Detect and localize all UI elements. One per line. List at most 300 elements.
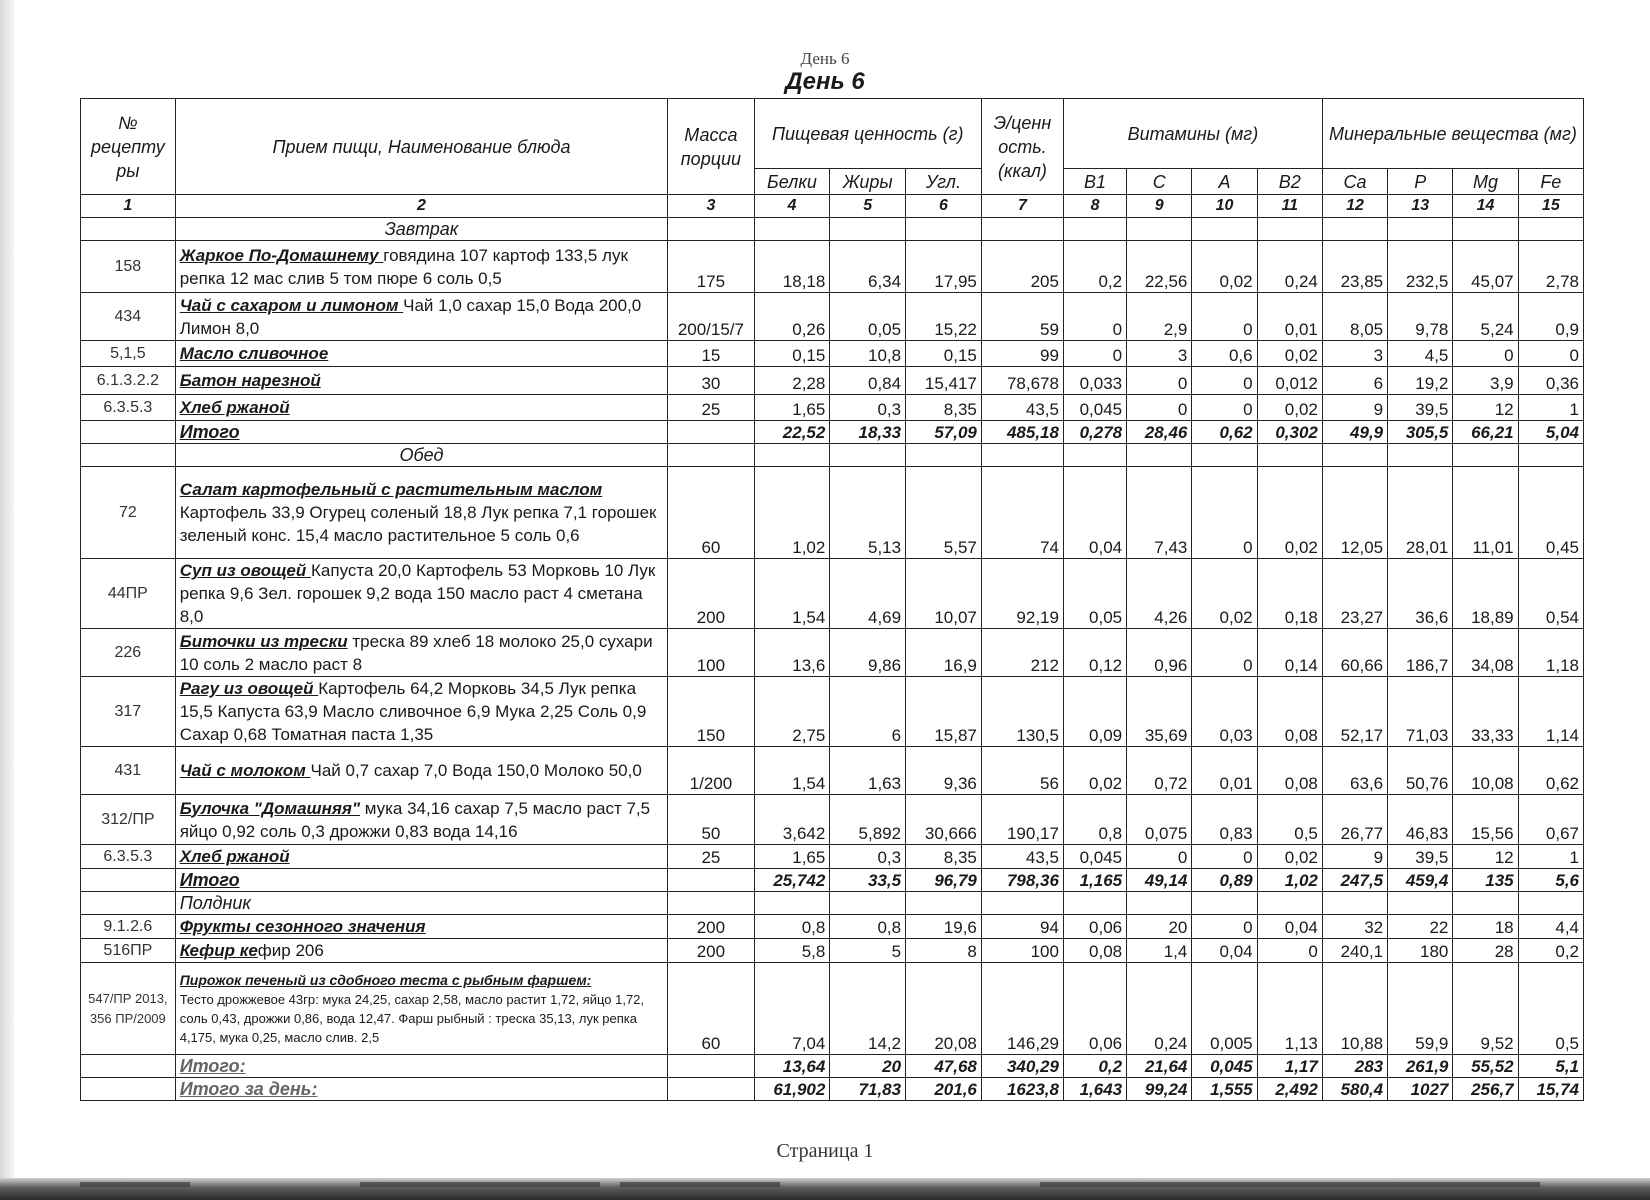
dish-cell bbox=[175, 293, 668, 341]
dish-ingredients: Чай 0,7 сахар 7,0 Вода 150,0 Молоко 50,0 bbox=[310, 761, 642, 780]
value-ca: 12,05 bbox=[1322, 467, 1387, 559]
value-mg: 34,08 bbox=[1453, 629, 1518, 677]
value-mg: 11,01 bbox=[1453, 467, 1518, 559]
value-b1: 0,09 bbox=[1063, 677, 1126, 747]
total-label: Итого: bbox=[175, 1055, 668, 1078]
value-a: 0,02 bbox=[1192, 559, 1257, 629]
value-ca: 240,1 bbox=[1322, 939, 1387, 963]
value-fats: 5 bbox=[830, 939, 906, 963]
table-row bbox=[81, 559, 1584, 629]
dish-ingredients: Картофель 33,9 Огурец соленый 18,8 Лук репка 7,1 горошек зеленый конс. 15,4 масло растительное 5 соль 0,6 bbox=[179, 503, 657, 545]
page-header-title: День 6 bbox=[785, 68, 865, 95]
value-fe: 0,62 bbox=[1518, 747, 1583, 795]
value-b2: 0,012 bbox=[1257, 367, 1322, 395]
value-energy: 94 bbox=[981, 915, 1063, 939]
col-carbs: Угл. bbox=[906, 169, 982, 195]
dish-name: Биточки из трески bbox=[179, 631, 348, 651]
value-fats: 4,69 bbox=[830, 559, 906, 629]
value-p: 50,76 bbox=[1388, 747, 1453, 795]
page-header-small: День 6 bbox=[800, 49, 850, 68]
value-c: 3 bbox=[1127, 341, 1192, 367]
col-a: A bbox=[1192, 169, 1257, 195]
value-proteins: 18,18 bbox=[754, 241, 830, 293]
table-row bbox=[81, 915, 1584, 939]
total-ca: 49,9 bbox=[1322, 421, 1387, 444]
value-ca: 6 bbox=[1322, 367, 1387, 395]
col-number: 2 bbox=[175, 195, 668, 218]
value-a: 0,005 bbox=[1192, 963, 1257, 1055]
dish-ingredients: Тесто дрожжевое 43гр: мука 24,25, сахар 2,58, масло растит 1,72, яйцо 1,72, соль 0,43, дрожжи 0,86, вода 12,47. Фарш рыбный : треска 35,13, лук репка 4,175, мука 0,25, масло слив. 2,5 bbox=[179, 991, 645, 1045]
value-mg: 18 bbox=[1453, 915, 1518, 939]
table-row bbox=[81, 963, 1584, 1055]
table-row bbox=[81, 795, 1584, 845]
table-row bbox=[81, 629, 1584, 677]
value-energy: 43,5 bbox=[981, 395, 1063, 421]
total-fats: 18,33 bbox=[830, 421, 906, 444]
value-proteins: 1,54 bbox=[754, 747, 830, 795]
total-b1: 0,278 bbox=[1063, 421, 1126, 444]
recipe-code: 6.3.5.3 bbox=[81, 845, 176, 869]
total-carbs: 201,6 bbox=[906, 1078, 982, 1101]
total-b2: 1,17 bbox=[1257, 1055, 1322, 1078]
total-proteins: 25,742 bbox=[754, 869, 830, 892]
recipe-code: 6.1.3.2.2 bbox=[81, 367, 176, 395]
value-mg: 3,9 bbox=[1453, 367, 1518, 395]
value-fe: 0 bbox=[1518, 341, 1583, 367]
col-number: 7 bbox=[981, 195, 1063, 218]
recipe-code: 226 bbox=[81, 629, 176, 677]
value-energy: 205 bbox=[981, 241, 1063, 293]
total-b2: 2,492 bbox=[1257, 1078, 1322, 1101]
value-p: 46,83 bbox=[1388, 795, 1453, 845]
total-carbs: 57,09 bbox=[906, 421, 982, 444]
total-p: 1027 bbox=[1388, 1078, 1453, 1101]
value-mass: 100 bbox=[668, 629, 754, 677]
col-mass: Масса порции bbox=[668, 99, 754, 195]
col-proteins: Белки bbox=[754, 169, 830, 195]
col-number: 13 bbox=[1388, 195, 1453, 218]
value-mass: 1/200 bbox=[668, 747, 754, 795]
total-fats: 20 bbox=[830, 1055, 906, 1078]
dish-cell bbox=[175, 467, 668, 559]
value-proteins: 1,65 bbox=[754, 845, 830, 869]
value-mass: 25 bbox=[668, 845, 754, 869]
value-c: 4,26 bbox=[1127, 559, 1192, 629]
total-p: 261,9 bbox=[1388, 1055, 1453, 1078]
recipe-code: 431 bbox=[81, 747, 176, 795]
dish-name: Батон нарезной bbox=[179, 371, 321, 390]
total-b2: 0,302 bbox=[1257, 421, 1322, 444]
total-ca: 283 bbox=[1322, 1055, 1387, 1078]
value-b1: 0,04 bbox=[1063, 467, 1126, 559]
total-fats: 71,83 bbox=[830, 1078, 906, 1101]
value-mass: 15 bbox=[668, 341, 754, 367]
total-label: Итого bbox=[175, 869, 668, 892]
value-a: 0 bbox=[1192, 467, 1257, 559]
value-mg: 33,33 bbox=[1453, 677, 1518, 747]
value-p: 9,78 bbox=[1388, 293, 1453, 341]
value-a: 0 bbox=[1192, 845, 1257, 869]
dish-name: Рагу из овощей bbox=[179, 679, 319, 698]
scan-page-edge bbox=[0, 0, 14, 1200]
table-row bbox=[81, 293, 1584, 341]
total-mg: 55,52 bbox=[1453, 1055, 1518, 1078]
dish-cell bbox=[175, 395, 668, 421]
value-mass: 30 bbox=[668, 367, 754, 395]
empty-cell bbox=[668, 1055, 754, 1078]
value-fats: 0,3 bbox=[830, 395, 906, 421]
total-mg: 256,7 bbox=[1453, 1078, 1518, 1101]
dish-ingredients: Капуста 20,0 Картофель 53 Морковь 10 Лук репка 9,6 Зел. горошек 9,2 вода 150 масло раст 4 сметана 8,0 bbox=[179, 561, 656, 626]
value-proteins: 1,02 bbox=[754, 467, 830, 559]
dish-cell bbox=[175, 845, 668, 869]
value-energy: 190,17 bbox=[981, 795, 1063, 845]
value-carbs: 16,9 bbox=[906, 629, 982, 677]
value-ca: 8,05 bbox=[1322, 293, 1387, 341]
total-row bbox=[81, 869, 1584, 892]
value-c: 0,72 bbox=[1127, 747, 1192, 795]
value-fe: 0,67 bbox=[1518, 795, 1583, 845]
value-fats: 5,892 bbox=[830, 795, 906, 845]
value-a: 0,04 bbox=[1192, 939, 1257, 963]
value-a: 0,03 bbox=[1192, 677, 1257, 747]
value-a: 0 bbox=[1192, 293, 1257, 341]
value-ca: 10,88 bbox=[1322, 963, 1387, 1055]
dish-ingredients: фир 206 bbox=[257, 941, 324, 960]
value-fats: 10,8 bbox=[830, 341, 906, 367]
table-row bbox=[81, 241, 1584, 293]
total-p: 459,4 bbox=[1388, 869, 1453, 892]
page-number: Страница 1 bbox=[776, 1140, 874, 1162]
total-b1: 1,165 bbox=[1063, 869, 1126, 892]
value-mass: 150 bbox=[668, 677, 754, 747]
value-p: 186,7 bbox=[1388, 629, 1453, 677]
value-c: 0,075 bbox=[1127, 795, 1192, 845]
value-p: 36,6 bbox=[1388, 559, 1453, 629]
dish-ingredients: мука 34,16 сахар 7,5 масло раст 7,5 яйцо 0,92 соль 0,3 дрожжи 0,83 вода 14,16 bbox=[179, 798, 651, 841]
dish-cell bbox=[175, 747, 668, 795]
col-p: P bbox=[1388, 169, 1453, 195]
value-fe: 0,45 bbox=[1518, 467, 1583, 559]
total-proteins: 22,52 bbox=[754, 421, 830, 444]
value-b1: 0 bbox=[1063, 341, 1126, 367]
dish-name: Фрукты сезонного значения bbox=[179, 917, 426, 936]
value-fe: 1 bbox=[1518, 845, 1583, 869]
col-number: 12 bbox=[1322, 195, 1387, 218]
value-b1: 0,2 bbox=[1063, 241, 1126, 293]
value-carbs: 10,07 bbox=[906, 559, 982, 629]
value-proteins: 0,15 bbox=[754, 341, 830, 367]
value-carbs: 30,666 bbox=[906, 795, 982, 845]
dish-cell bbox=[175, 677, 668, 747]
value-fats: 6 bbox=[830, 677, 906, 747]
section-lunch: Обед bbox=[175, 444, 668, 467]
section-row bbox=[81, 444, 1584, 467]
value-mg: 15,56 bbox=[1453, 795, 1518, 845]
value-b1: 0,06 bbox=[1063, 963, 1126, 1055]
total-c: 21,64 bbox=[1127, 1055, 1192, 1078]
total-fe: 15,74 bbox=[1518, 1078, 1583, 1101]
value-b2: 0,5 bbox=[1257, 795, 1322, 845]
dish-cell bbox=[175, 341, 668, 367]
value-carbs: 20,08 bbox=[906, 963, 982, 1055]
value-p: 39,5 bbox=[1388, 845, 1453, 869]
total-c: 28,46 bbox=[1127, 421, 1192, 444]
col-minerals: Минеральные вещества (мг) bbox=[1322, 99, 1583, 169]
value-fe: 4,4 bbox=[1518, 915, 1583, 939]
value-proteins: 13,6 bbox=[754, 629, 830, 677]
table-row bbox=[81, 939, 1584, 963]
dish-cell bbox=[175, 629, 668, 677]
value-p: 4,5 bbox=[1388, 341, 1453, 367]
value-c: 1,4 bbox=[1127, 939, 1192, 963]
value-carbs: 15,417 bbox=[906, 367, 982, 395]
total-ca: 580,4 bbox=[1322, 1078, 1387, 1101]
value-p: 19,2 bbox=[1388, 367, 1453, 395]
value-mass: 60 bbox=[668, 467, 754, 559]
value-mg: 9,52 bbox=[1453, 963, 1518, 1055]
value-ca: 63,6 bbox=[1322, 747, 1387, 795]
value-energy: 78,678 bbox=[981, 367, 1063, 395]
col-vitamins: Витамины (мг) bbox=[1063, 99, 1322, 169]
dish-cell bbox=[175, 367, 668, 395]
total-mg: 66,21 bbox=[1453, 421, 1518, 444]
value-p: 232,5 bbox=[1388, 241, 1453, 293]
empty-cell bbox=[668, 421, 754, 444]
recipe-code: 317 bbox=[81, 677, 176, 747]
recipe-code: 6.3.5.3 bbox=[81, 395, 176, 421]
value-mass: 50 bbox=[668, 795, 754, 845]
col-number: 1 bbox=[81, 195, 176, 218]
scan-edge-strip bbox=[0, 1178, 1650, 1200]
value-b2: 0,04 bbox=[1257, 915, 1322, 939]
value-energy: 99 bbox=[981, 341, 1063, 367]
dish-cell bbox=[175, 559, 668, 629]
value-a: 0 bbox=[1192, 367, 1257, 395]
scan-artifact bbox=[80, 1182, 190, 1187]
value-mg: 28 bbox=[1453, 939, 1518, 963]
total-row bbox=[81, 1055, 1584, 1078]
col-number: 4 bbox=[754, 195, 830, 218]
value-b2: 0,02 bbox=[1257, 845, 1322, 869]
value-p: 59,9 bbox=[1388, 963, 1453, 1055]
total-mg: 135 bbox=[1453, 869, 1518, 892]
col-energy: Э/ценн ость. (ккал) bbox=[981, 99, 1063, 195]
value-mg: 12 bbox=[1453, 845, 1518, 869]
col-number: 6 bbox=[906, 195, 982, 218]
value-b1: 0 bbox=[1063, 293, 1126, 341]
col-mg: Mg bbox=[1453, 169, 1518, 195]
col-b1: B1 bbox=[1063, 169, 1126, 195]
total-fe: 5,6 bbox=[1518, 869, 1583, 892]
col-number: 11 bbox=[1257, 195, 1322, 218]
value-proteins: 1,54 bbox=[754, 559, 830, 629]
scan-artifact bbox=[620, 1182, 780, 1187]
value-b2: 0,08 bbox=[1257, 677, 1322, 747]
total-a: 1,555 bbox=[1192, 1078, 1257, 1101]
total-a: 0,045 bbox=[1192, 1055, 1257, 1078]
col-number: 10 bbox=[1192, 195, 1257, 218]
section-row bbox=[81, 218, 1584, 241]
value-ca: 26,77 bbox=[1322, 795, 1387, 845]
total-energy: 485,18 bbox=[981, 421, 1063, 444]
value-mass: 60 bbox=[668, 963, 754, 1055]
total-a: 0,62 bbox=[1192, 421, 1257, 444]
dish-name: Кефир ке bbox=[179, 941, 258, 960]
total-label: Итого за день: bbox=[175, 1078, 668, 1101]
total-b1: 1,643 bbox=[1063, 1078, 1126, 1101]
table-row bbox=[81, 677, 1584, 747]
table-row bbox=[81, 747, 1584, 795]
recipe-code: 9.1.2.6 bbox=[81, 915, 176, 939]
table-row bbox=[81, 341, 1584, 367]
dish-cell bbox=[175, 795, 668, 845]
total-energy: 798,36 bbox=[981, 869, 1063, 892]
col-b2: B2 bbox=[1257, 169, 1322, 195]
value-fats: 6,34 bbox=[830, 241, 906, 293]
value-c: 0 bbox=[1127, 845, 1192, 869]
total-carbs: 96,79 bbox=[906, 869, 982, 892]
dish-name: Хлеб ржаной bbox=[179, 847, 290, 866]
recipe-code: 44ПР bbox=[81, 559, 176, 629]
total-energy: 1623,8 bbox=[981, 1078, 1063, 1101]
value-fats: 0,05 bbox=[830, 293, 906, 341]
value-fe: 0,54 bbox=[1518, 559, 1583, 629]
total-label: Итого bbox=[175, 421, 668, 444]
value-energy: 74 bbox=[981, 467, 1063, 559]
total-b1: 0,2 bbox=[1063, 1055, 1126, 1078]
value-ca: 52,17 bbox=[1322, 677, 1387, 747]
table-row bbox=[81, 367, 1584, 395]
value-b2: 0,02 bbox=[1257, 341, 1322, 367]
value-fats: 1,63 bbox=[830, 747, 906, 795]
col-number: 15 bbox=[1518, 195, 1583, 218]
value-mass: 200 bbox=[668, 559, 754, 629]
value-b2: 0,08 bbox=[1257, 747, 1322, 795]
col-fats: Жиры bbox=[830, 169, 906, 195]
dish-ingredients: Чай 1,0 сахар 15,0 Вода 200,0 Лимон 8,0 bbox=[179, 295, 642, 338]
value-carbs: 8,35 bbox=[906, 395, 982, 421]
value-c: 0 bbox=[1127, 367, 1192, 395]
total-fats: 33,5 bbox=[830, 869, 906, 892]
total-c: 49,14 bbox=[1127, 869, 1192, 892]
scan-artifact bbox=[1040, 1182, 1540, 1187]
value-c: 22,56 bbox=[1127, 241, 1192, 293]
total-proteins: 61,902 bbox=[754, 1078, 830, 1101]
value-proteins: 5,8 bbox=[754, 939, 830, 963]
dish-cell bbox=[175, 915, 668, 939]
dish-ingredients: Картофель 64,2 Морковь 34,5 Лук репка 15,5 Капуста 63,9 Масло сливочное 6,9 Мука 2,25 Соль 0,9 Сахар 0,68 Томатная паста 1,35 bbox=[179, 679, 647, 744]
col-number: 3 bbox=[668, 195, 754, 218]
dish-name: Суп из овощей bbox=[179, 561, 311, 580]
total-fe: 5,04 bbox=[1518, 421, 1583, 444]
scan-artifact bbox=[360, 1182, 600, 1187]
value-b1: 0,06 bbox=[1063, 915, 1126, 939]
total-ca: 247,5 bbox=[1322, 869, 1387, 892]
total-b2: 1,02 bbox=[1257, 869, 1322, 892]
value-b1: 0,08 bbox=[1063, 939, 1126, 963]
value-b2: 0,02 bbox=[1257, 395, 1322, 421]
dish-name: Пирожок печеный из сдобного теста с рыбным фаршем: bbox=[179, 971, 592, 988]
value-fe: 0,9 bbox=[1518, 293, 1583, 341]
value-proteins: 0,8 bbox=[754, 915, 830, 939]
value-mass: 175 bbox=[668, 241, 754, 293]
value-fats: 9,86 bbox=[830, 629, 906, 677]
value-ca: 9 bbox=[1322, 395, 1387, 421]
value-c: 0,96 bbox=[1127, 629, 1192, 677]
value-energy: 146,29 bbox=[981, 963, 1063, 1055]
value-c: 0 bbox=[1127, 395, 1192, 421]
value-carbs: 19,6 bbox=[906, 915, 982, 939]
empty-cell bbox=[81, 869, 176, 892]
value-c: 0,24 bbox=[1127, 963, 1192, 1055]
empty-cell bbox=[81, 1055, 176, 1078]
total-p: 305,5 bbox=[1388, 421, 1453, 444]
recipe-code: 516ПР bbox=[81, 939, 176, 963]
value-a: 0,02 bbox=[1192, 241, 1257, 293]
col-ca: Ca bbox=[1322, 169, 1387, 195]
value-a: 0 bbox=[1192, 395, 1257, 421]
col-number: 9 bbox=[1127, 195, 1192, 218]
value-carbs: 17,95 bbox=[906, 241, 982, 293]
value-proteins: 7,04 bbox=[754, 963, 830, 1055]
recipe-code: 547/ПР 2013, 356 ПР/2009 bbox=[81, 963, 176, 1055]
value-p: 180 bbox=[1388, 939, 1453, 963]
value-mass: 200 bbox=[668, 915, 754, 939]
col-c: C bbox=[1127, 169, 1192, 195]
value-carbs: 15,22 bbox=[906, 293, 982, 341]
recipe-code: 158 bbox=[81, 241, 176, 293]
value-fe: 1,18 bbox=[1518, 629, 1583, 677]
value-mg: 5,24 bbox=[1453, 293, 1518, 341]
value-ca: 3 bbox=[1322, 341, 1387, 367]
col-number: 8 bbox=[1063, 195, 1126, 218]
value-fats: 0,84 bbox=[830, 367, 906, 395]
value-carbs: 0,15 bbox=[906, 341, 982, 367]
total-proteins: 13,64 bbox=[754, 1055, 830, 1078]
value-a: 0,6 bbox=[1192, 341, 1257, 367]
total-a: 0,89 bbox=[1192, 869, 1257, 892]
value-fe: 1 bbox=[1518, 395, 1583, 421]
total-carbs: 47,68 bbox=[906, 1055, 982, 1078]
dish-cell bbox=[175, 241, 668, 293]
value-fe: 1,14 bbox=[1518, 677, 1583, 747]
value-energy: 130,5 bbox=[981, 677, 1063, 747]
value-p: 39,5 bbox=[1388, 395, 1453, 421]
col-nutritional-value: Пищевая ценность (г) bbox=[754, 99, 981, 169]
value-ca: 23,85 bbox=[1322, 241, 1387, 293]
empty-cell bbox=[668, 1078, 754, 1101]
value-carbs: 8 bbox=[906, 939, 982, 963]
value-mg: 18,89 bbox=[1453, 559, 1518, 629]
dish-ingredients: говядина 107 картоф 133,5 лук репка 12 мас слив 5 том пюре 6 соль 0,5 bbox=[179, 245, 628, 288]
col-dish: Прием пищи, Наименование блюда bbox=[175, 99, 668, 195]
value-carbs: 5,57 bbox=[906, 467, 982, 559]
value-b1: 0,12 bbox=[1063, 629, 1126, 677]
value-b1: 0,045 bbox=[1063, 845, 1126, 869]
total-row bbox=[81, 421, 1584, 444]
column-numbers-row bbox=[81, 195, 1584, 218]
col-fe: Fe bbox=[1518, 169, 1583, 195]
total-energy: 340,29 bbox=[981, 1055, 1063, 1078]
value-energy: 56 bbox=[981, 747, 1063, 795]
dish-name: Булочка "Домашняя" bbox=[179, 798, 361, 818]
value-mg: 45,07 bbox=[1453, 241, 1518, 293]
value-energy: 100 bbox=[981, 939, 1063, 963]
table-row bbox=[81, 845, 1584, 869]
value-fe: 0,36 bbox=[1518, 367, 1583, 395]
value-p: 28,01 bbox=[1388, 467, 1453, 559]
